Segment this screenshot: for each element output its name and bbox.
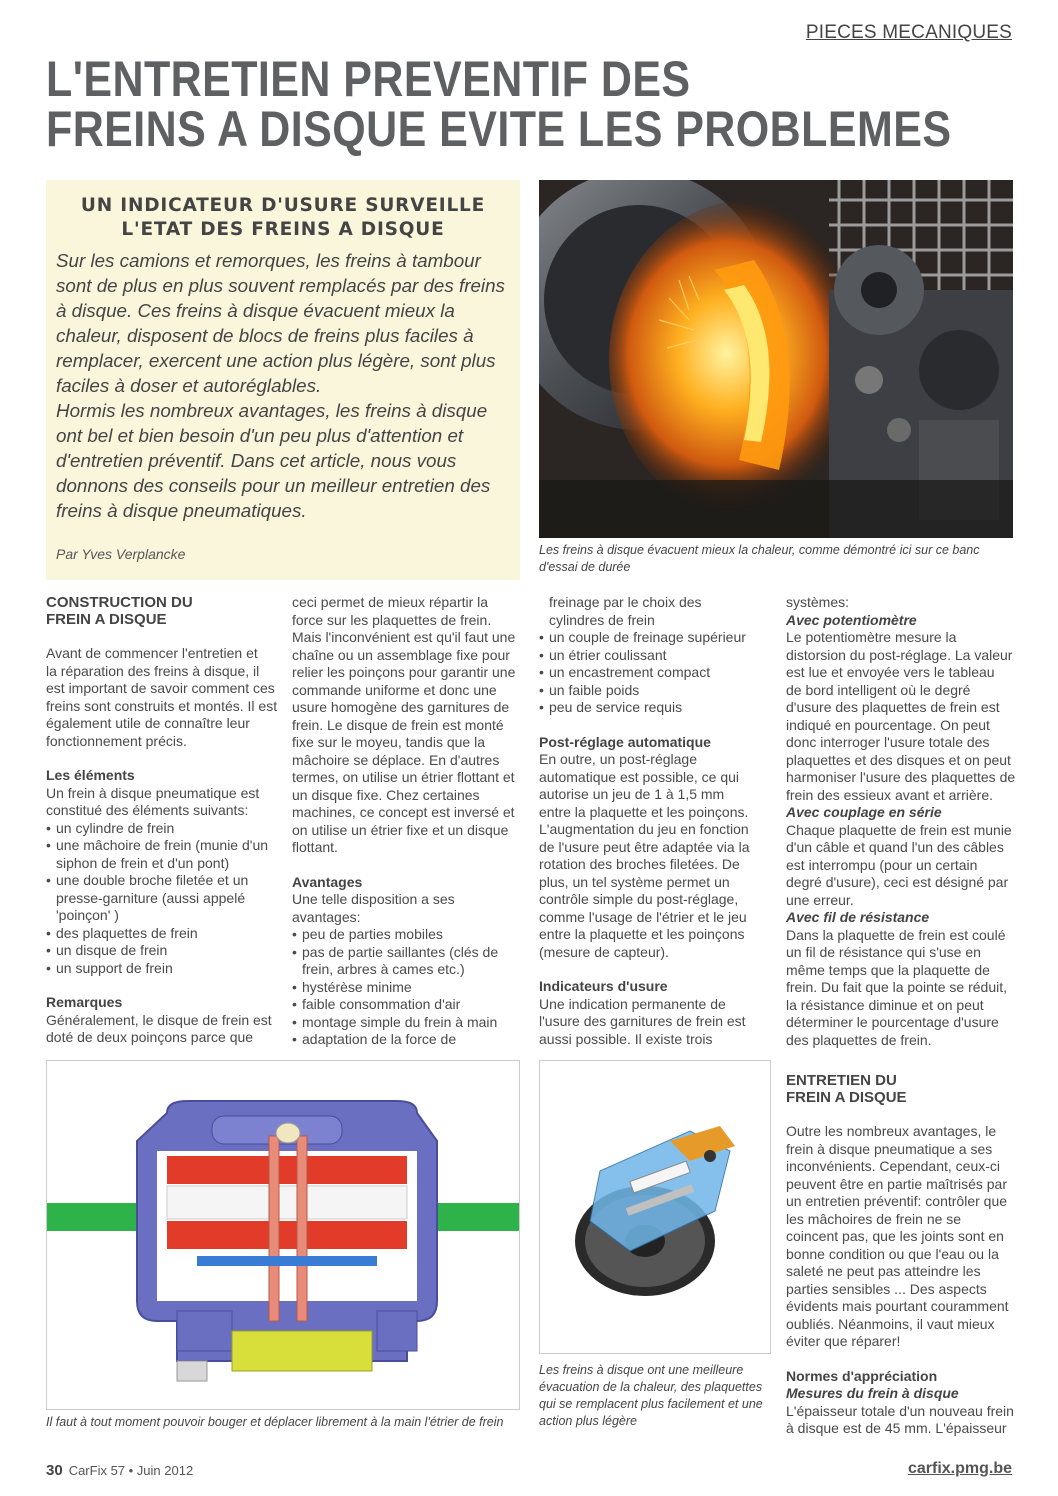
list-item <box>292 996 524 1014</box>
text-line: plus, un tel système permet un <box>539 873 730 890</box>
list-item <box>292 1031 524 1049</box>
list-item-line: 'poinçon' ) <box>56 907 119 923</box>
col4-para-2 <box>786 822 1018 910</box>
text-line: d'un câble et quand l'un des câbles <box>786 839 1004 855</box>
text-line: Les freins à disque ont une meilleure <box>539 1363 744 1377</box>
text-line: Généralement, le disque de frein est <box>46 1011 272 1028</box>
text-line: Un frein à disque pneumatique est <box>46 784 260 801</box>
list-item-line: • peu de parties mobiles <box>302 926 443 942</box>
list-item-line: frein, arbres à cames etc.) <box>302 961 465 977</box>
footer-site-link[interactable]: carfix.pmg.be <box>907 1460 1012 1477</box>
list-item <box>46 942 278 960</box>
text-line: Dans la plaquette de frein est coulé <box>786 926 1006 943</box>
caliper-cross-section-figure <box>46 1060 520 1410</box>
byline: Par Yves Verplancke <box>56 546 186 562</box>
col1-element-list <box>46 820 278 978</box>
text-line: ceci permet de mieux répartir la <box>292 594 489 610</box>
column-2 <box>292 594 524 1049</box>
col3-para-1 <box>539 751 771 961</box>
list-item-line: • un support de frein <box>56 959 173 976</box>
text-line: à disque. Ces freins à disque évacuent mieux la <box>56 300 455 321</box>
col2-para-1 <box>292 594 524 857</box>
text-line: (mesure de capteur). <box>539 943 669 960</box>
text-line: Outre les nombreux avantages, le <box>786 1123 997 1139</box>
text-line: des plaquettes de frein. <box>786 1031 932 1048</box>
text-line: un disque fixe. Chez certaines <box>292 786 480 803</box>
text-line: frein à disque pneumatique a ses <box>786 1140 993 1157</box>
col3-advantage-list <box>539 629 771 717</box>
col1-para-1 <box>46 645 278 750</box>
text-line: autorise un jeu de 1 à 1,5 mm <box>539 786 725 802</box>
text-line: coincent pas, que les joints sont en <box>786 1228 1004 1244</box>
col4b-para-1 <box>786 1123 1018 1351</box>
text-line: indiqué en pourcentage. On peut <box>786 716 990 733</box>
col4-para-3 <box>786 927 1018 1050</box>
col4b-sub-measures: Mesures du frein à disque <box>786 1385 959 1401</box>
text-line: d'usure des plaquettes de frein est <box>786 699 1000 715</box>
text-line: évacuation de la chaleur, des plaquettes <box>539 1380 763 1394</box>
col4-para-1 <box>786 629 1018 804</box>
headline <box>46 51 952 157</box>
text-line: à disque est de 45 mm. L'épaisseur <box>786 1420 1007 1436</box>
list-item-line: • faible consommation d'air <box>302 996 461 1012</box>
list-item <box>46 960 278 978</box>
headline-line-1: L'ENTRETIEN PREVENTIF DES <box>46 51 691 107</box>
text-line: évidents mais pourtant couramment <box>786 1298 1009 1314</box>
list-item-line: • un cylindre de frein <box>56 819 175 836</box>
page-number: 30 <box>46 1462 63 1479</box>
text-line: fixe sur le moyeu, tandis que la <box>292 734 485 750</box>
text-line: déterminer le pourcentage d'usure <box>786 1014 999 1030</box>
text-line: freinage par le choix des <box>549 594 702 610</box>
text-line: aussi possible. Il existe trois <box>539 1030 713 1047</box>
issue-info: CarFix 57 • Juin 2012 <box>68 1463 194 1478</box>
col4b-heading: ENTRETIEN DU FREIN A DISQUE <box>786 1072 907 1106</box>
list-item-line: • peu de service requis <box>549 699 683 715</box>
text-line: flottant. <box>292 839 338 855</box>
text-line: frein des essieux avant et arrière. <box>786 786 993 803</box>
col2-advantage-list <box>292 926 524 1049</box>
intro-heading-line-2: L'ETAT DES FREINS A DISQUE <box>121 219 445 240</box>
text-line: Le potentiomètre mesure la <box>786 629 957 645</box>
text-line: Chaque plaquette de frein est munie <box>786 821 1012 838</box>
list-item <box>539 682 771 700</box>
text-line: rotation des broches filetées. De <box>539 856 740 872</box>
col2-sub-advantages: Avantages <box>292 873 363 890</box>
text-line: freins sont construits et montés. Il est <box>46 697 278 714</box>
list-item <box>292 1014 524 1032</box>
text-line: degré d'usure), ceci est désigné par <box>786 874 1009 890</box>
list-item-line: presse-garniture (aussi appelé <box>56 889 246 906</box>
text-line: avantages: <box>292 908 361 925</box>
text-line: bonne condition ou que l'eau ou la <box>786 1245 999 1262</box>
text-line: la résistance diminue et on peut <box>786 996 984 1013</box>
text-line: de bord intelligent où le degré <box>786 681 971 698</box>
text-line: un entretien préventif: contrôler que <box>786 1193 1008 1209</box>
text-line: plaquettes et des disques et on peut <box>786 751 1011 768</box>
text-line: est interrompu (pour un certain <box>786 856 978 873</box>
col3-sub-wear-indicators: Indicateurs d'usure <box>539 978 668 994</box>
text-line: Avant de commencer l'entretien et <box>46 645 258 661</box>
list-item-line: • une double broche filetée et un <box>56 872 249 888</box>
list-item <box>46 925 278 943</box>
col4b-para-2 <box>786 1403 1018 1438</box>
list-item-line: • un disque de frein <box>56 942 168 958</box>
text-line: la réparation des freins à disque, il <box>46 662 260 679</box>
text-line: entre la plaquette et les poinçons <box>539 926 745 942</box>
column-3 <box>539 594 771 1048</box>
list-item-line: • une mâchoire de frein (munie d'un <box>56 837 269 853</box>
text-line: parties sensibles ... Des aspects <box>786 1280 987 1297</box>
text-line: remplacer, exercent une action plus légère, sont plus <box>56 350 496 371</box>
text-line: on utilise un étrier fixe et un disque <box>292 821 509 838</box>
text-line: donnons des conseils pour un meilleur entretien des <box>56 475 491 496</box>
text-line: Mais l'inconvénient est qu'il faut une <box>292 629 516 645</box>
text-line: relier les poinçons pour garantir une <box>292 664 516 680</box>
text-line: frein. Le disque de frein est monté <box>292 716 504 733</box>
text-line: commande uniforme et donc une <box>292 681 497 698</box>
list-item <box>539 629 771 647</box>
text-line: contrôle simple du post-réglage, <box>539 891 739 907</box>
text-line: donc interroger l'usure totale des <box>786 734 990 750</box>
text-line: éviter que réparer! <box>786 1333 901 1349</box>
text-line: saleté ne peut pas atteindre les <box>786 1263 981 1279</box>
brake-test-illustration <box>539 180 1013 538</box>
list-item <box>292 926 524 944</box>
text-line: l'usure des garnitures de frein est <box>539 1013 746 1029</box>
col4-sub-potentiometer: Avec potentiomètre <box>786 611 917 628</box>
list-item <box>46 820 278 838</box>
text-line: oubliés. Néanmoins, il vaut mieux <box>786 1315 995 1332</box>
text-line: les mâchoires de frein ne se <box>786 1210 962 1227</box>
photo-caption: Les freins à disque évacuent mieux la chaleur, comme démontré ici sur ce banc d'essai de durée <box>539 543 980 574</box>
text-line: force sur les plaquettes de frein. <box>292 611 492 628</box>
list-item <box>539 699 771 717</box>
list-item <box>46 872 278 925</box>
text-line: freins à disque pneumatiques. <box>56 500 307 521</box>
list-item-line: • adaptation de la force de <box>302 1031 457 1047</box>
col1-sub-remarks: Remarques <box>46 994 123 1010</box>
disc-brake-3d-figure <box>539 1060 771 1354</box>
list-item <box>539 664 771 682</box>
text-line: distorsion du post-réglage. La valeur <box>786 646 1013 663</box>
list-item <box>46 837 278 872</box>
list-item-line: siphon de frein et d'un pont) <box>56 854 230 871</box>
text-line: est lue et envoyée vers le tableau <box>786 664 995 680</box>
disc-brake-figure-caption <box>539 1362 771 1430</box>
list-item <box>292 944 524 979</box>
text-line: machines, ce concept est inversé et <box>292 804 515 820</box>
text-line: comme l'usage de l'étrier et le jeu <box>539 908 747 925</box>
list-item-line: • un couple de freinage supérieur <box>549 629 746 645</box>
col4-sub-resistance: Avec fil de résistance <box>786 909 930 925</box>
footer-left <box>46 1462 193 1479</box>
text-line: Sur les camions et remorques, les freins à tambour <box>56 250 481 271</box>
text-line: systèmes: <box>786 594 850 610</box>
col1-heading: CONSTRUCTION DU FREIN A DISQUE <box>46 594 193 628</box>
text-line: faciles à doser et autoréglables. <box>56 375 322 396</box>
column-1 <box>46 594 278 1047</box>
text-line: de l'usure peut être adaptée via la <box>539 838 750 855</box>
text-line: même temps que la plaquette de <box>786 961 990 978</box>
text-line: usure homogène des garnitures de <box>292 699 510 715</box>
col1-para-3 <box>46 1012 278 1047</box>
text-line: une erreur. <box>786 891 854 908</box>
col1-sub-elements: Les éléments <box>46 767 135 783</box>
text-line: un fil de résistance qui s'use en <box>786 944 981 960</box>
text-line: peuvent être en partie maîtrisés par <box>786 1175 1008 1192</box>
column-4 <box>786 594 1018 1049</box>
col1-para-2 <box>46 785 278 820</box>
text-line: ont bel et bien besoin d'un peu plus d'attention et <box>56 425 464 446</box>
text-line: chaleur, disposent de blocs de freins plus faciles à <box>56 325 474 346</box>
text-line: frein. Du fait que la pointe se réduit, <box>786 979 1008 995</box>
col3-sub-post-reglage: Post-réglage automatique <box>539 733 711 750</box>
col3-para-2 <box>539 996 771 1049</box>
text-line: En outre, un post-réglage <box>539 751 697 767</box>
list-item-line: • des plaquettes de frein <box>56 924 198 941</box>
text-line: également utile de connaître leur <box>46 715 250 731</box>
intro-heading-line-1: UN INDICATEUR D'USURE SURVEILLE <box>80 195 486 216</box>
text-line: L'augmentation du jeu en fonction <box>539 821 749 837</box>
text-line: sont de plus en plus souvent remplacés par des freins <box>56 275 505 296</box>
text-line: entre la plaquette et les poinçons. <box>539 803 749 820</box>
section-tag: PIECES MECANIQUES <box>805 22 1012 43</box>
text-line: d'entretien préventif. Dans cet article, nous vous <box>56 450 457 471</box>
list-item <box>539 647 771 665</box>
text-line: Une telle disposition a ses <box>292 891 455 907</box>
text-line: doté de deux poinçons parce que <box>46 1029 254 1045</box>
text-line: action plus légère <box>539 1414 637 1428</box>
text-line: fonctionnement précis. <box>46 732 187 749</box>
list-item-line: • un étrier coulissant <box>549 646 667 663</box>
list-item-line: • hystérèse minime <box>302 978 412 995</box>
column-4-bottom <box>786 1072 1018 1438</box>
col4b-sub-norms: Normes d'appréciation <box>786 1367 938 1384</box>
text-line: chaîne ou un assemblage fixe pour <box>292 646 510 663</box>
text-line: L'épaisseur totale d'un nouveau frein <box>786 1402 1014 1419</box>
caliper-diagram <box>47 1061 520 1410</box>
col4-sub-series: Avec couplage en série <box>786 804 942 820</box>
brake-test-photo <box>539 180 1013 538</box>
intro-text <box>56 248 510 523</box>
list-item-line: • un encastrement compact <box>549 664 711 680</box>
text-line: harmoniser l'usure des plaquettes de <box>786 769 1016 785</box>
text-line: Une indication permanente de <box>539 995 726 1012</box>
intro-box <box>46 180 520 580</box>
text-line: constitué des éléments suivants: <box>46 802 249 818</box>
text-line: inconvénients. Cependant, ceux-ci <box>786 1158 1001 1174</box>
text-line: mâchoire se déplace. En d'autres <box>292 751 500 768</box>
intro-heading <box>56 194 510 242</box>
col2-para-2 <box>292 891 524 926</box>
text-line: termes, on utilise un étrier flottant et <box>292 769 515 785</box>
col3-continuation <box>539 594 771 629</box>
text-line: automatique est possible, ce qui <box>539 768 740 785</box>
text-line: Hormis les nombreux avantages, les freins à disque <box>56 400 488 421</box>
caliper-figure-caption: Il faut à tout moment pouvoir bouger et déplacer librement à la main l'étrier de frein <box>46 1415 504 1429</box>
text-line: est important de savoir comment ces <box>46 680 275 696</box>
headline-line-2: FREINS A DISQUE EVITE LES PROBLEMES <box>46 101 952 157</box>
list-item <box>292 979 524 997</box>
text-line: cylindres de frein <box>549 611 655 628</box>
list-item-line: • pas de partie saillantes (clés de <box>302 943 499 960</box>
text-line: qui se remplacent plus facilement et une <box>539 1397 763 1411</box>
list-item-line: • montage simple du frein à main <box>302 1013 498 1030</box>
disc-brake-3d-illustration <box>540 1061 771 1354</box>
list-item-line: • un faible poids <box>549 681 640 698</box>
col4-continuation <box>786 594 1018 612</box>
